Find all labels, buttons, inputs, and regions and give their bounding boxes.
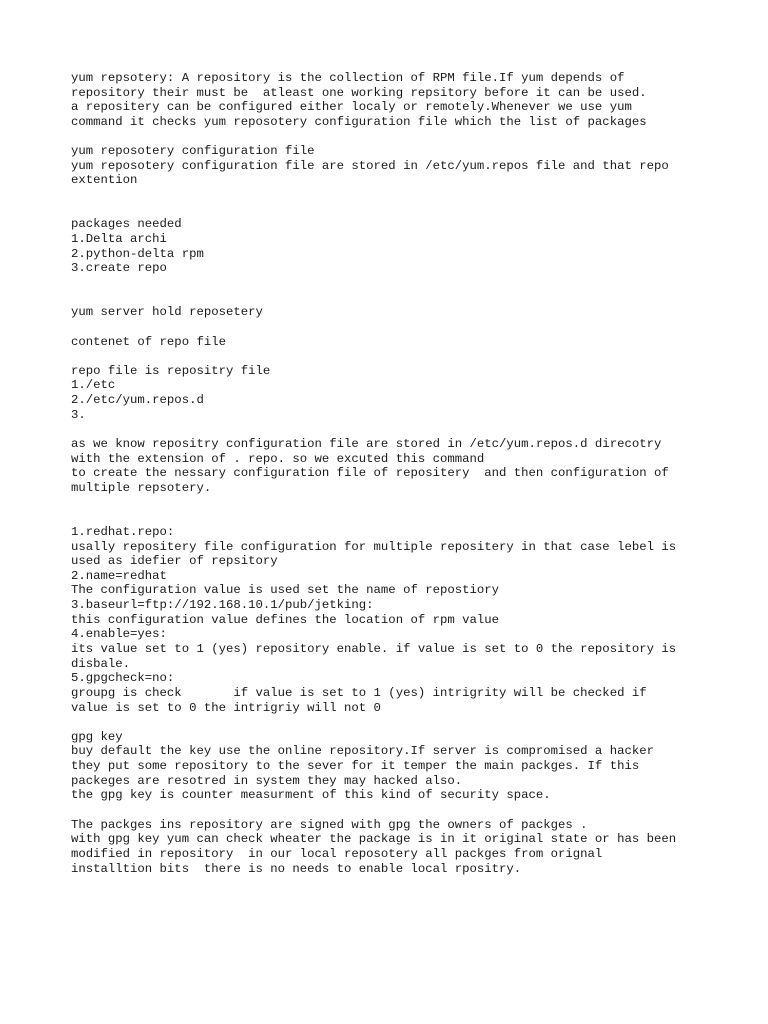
text-line [71, 276, 751, 291]
text-line: 4.enable=yes: [71, 627, 167, 642]
text-line: packeges are resotred in system they may hacked also. [71, 773, 463, 788]
text-line: modified in repository in our local reposotery all packges from orignal [71, 846, 603, 861]
text-line: The packges ins repository are signed with gpg the owners of packges . [71, 817, 588, 832]
text-line [71, 130, 751, 145]
text-line [71, 203, 751, 218]
text-line: a repositery can be configured either localy or remotely.Whenever we use yum [71, 100, 632, 115]
text-line [71, 803, 751, 818]
text-line: they put some repository to the sever for it temper the main packges. If this [71, 759, 640, 774]
text-line: 1.Delta archi [71, 232, 167, 247]
document-page [71, 71, 751, 876]
text-line: packages needed [71, 217, 182, 232]
text-line [71, 715, 751, 730]
text-line: the gpg key is counter measurment of this kind of security space. [71, 788, 551, 803]
text-line: 2.python-delta rpm [71, 246, 204, 261]
text-line [71, 291, 751, 306]
text-line: groupg is check if value is set to 1 (yes) intrigrity will be checked if [71, 685, 647, 700]
text-line: 3. [71, 407, 86, 422]
text-line: 2./etc/yum.repos.d [71, 393, 204, 408]
text-line: 3.create repo [71, 261, 167, 276]
text-line: multiple repsotery. [71, 480, 212, 495]
text-line: gpg key [71, 729, 123, 744]
text-line [71, 349, 751, 364]
text-line: The configuration value is used set the name of repostiory [71, 583, 500, 598]
text-line: 3.baseurl=ftp://192.168.10.1/pub/jetking: [71, 598, 374, 613]
text-line: command it checks yum reposotery configuration file which the list of packages [71, 114, 647, 129]
text-line [71, 188, 751, 203]
text-line: yum reposotery configuration file are stored in /etc/yum.repos file and that repo [71, 158, 669, 173]
text-line [71, 422, 751, 437]
text-line: contenet of repo file [71, 334, 226, 349]
text-line: buy default the key use the online repository.If server is compromised a hacker [71, 744, 654, 759]
text-line: to create the nessary configuration file of repositery and then configuration of [71, 466, 669, 481]
text-line: yum reposotery configuration file [71, 144, 315, 159]
text-line [71, 320, 751, 335]
text-line: yum server hold reposetery [71, 305, 263, 320]
text-line: its value set to 1 (yes) repository enable. if value is set to 0 the repository is [71, 641, 677, 656]
text-line: 1.redhat.repo: [71, 524, 175, 539]
text-line: usally repositery file configuration for multiple repositery in that case lebel is [71, 539, 677, 554]
text-line: used as idefier of repsitory [71, 554, 278, 569]
text-line: 5.gpgcheck=no: [71, 671, 175, 686]
text-line: repo file is repositry file [71, 363, 271, 378]
text-line: disbale. [71, 656, 131, 671]
text-line [71, 510, 751, 525]
text-line: extention [71, 173, 138, 188]
text-line: with the extension of . repo. so we excuted this command [71, 451, 485, 466]
text-line: yum repsotery: A repository is the collection of RPM file.If yum depends of [71, 71, 625, 85]
text-line: installtion bits there is no needs to enable local rpositry. [71, 861, 522, 876]
text-line [71, 496, 751, 511]
text-line: 1./etc [71, 378, 116, 393]
text-line: value is set to 0 the intrigriy will not 0 [71, 700, 381, 715]
text-line: 2.name=redhat [71, 568, 167, 583]
text-line: with gpg key yum can check wheater the package is in it original state or has been [71, 832, 677, 847]
text-line: this configuration value defines the location of rpm value [71, 612, 500, 627]
text-line: repository their must be atleast one working repsitory before it can be used. [71, 85, 647, 100]
text-line: as we know repositry configuration file are stored in /etc/yum.repos.d direcotry [71, 437, 662, 452]
